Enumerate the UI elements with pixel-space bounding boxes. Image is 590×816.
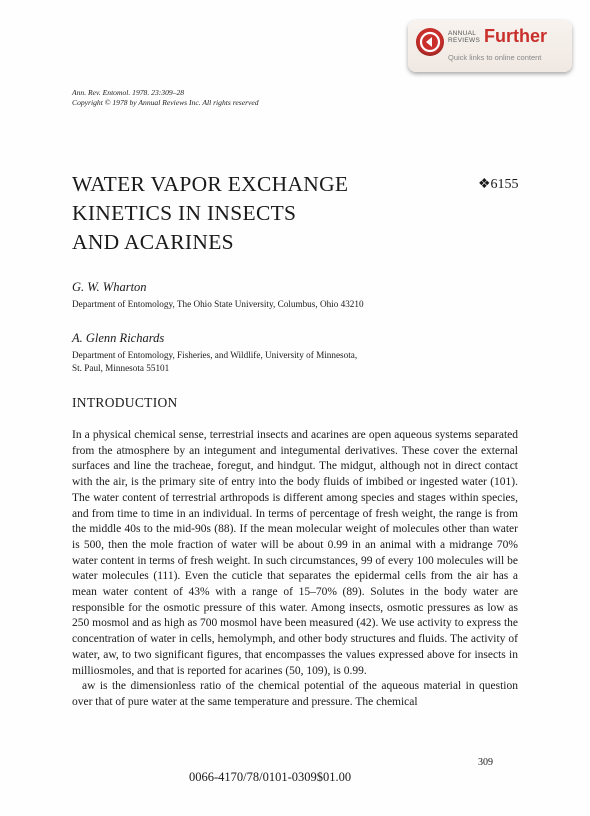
paragraph: In a physical chemical sense, terrestrial insects and acarines are open aqueous systems separated from the atmosphere by an integument and integumental derivatives. These cover the external surfaces and line the tracheae, foregut, and hindgut. The midgut, although not in direct contact with the air, is the primary site of entry into the body fluids of imbibed or ingested water (101). The water content of terrestrial arthropods is different among species and stages within species, and from time to time in an individual. In terms of percentage of fresh weight, the range is from the middle 40s to the mid-90s (88). If the mean molecular weight of molecules other than water is 500, then the mole fraction of water will be about 0.99 in an animal with a midrange 70% water content in terms of fresh weight. In such circumstances, 99 of every 100 molecules will be water molecules (111). Even the cuticle that separates the epidermal cells from the air has a mean water content of 43% with a range of 15–70% (89). Solutes in the body water are responsible for the osmotic pressure of this water. Among insects, osmotic pressures as low as 250 mosmol and as high as 700 mosmol have been measured (42). We use activity to express the concentration of water in cells, hemolymph, and other body structures and fluids. The activity of water, aw, to two significant figures, that encompasses the values expressed above for insects in milliosmoles, and that is reported for acarines (50, 109), is 0.99. [72, 429, 518, 677]
author-name: A. Glenn Richards [72, 331, 165, 345]
further-label: Further [484, 26, 547, 46]
author-affiliation: Department of Entomology, Fisheries, and Wildlife, University of Minnesota, St. Paul, Minnesota 55101 [72, 350, 358, 373]
paragraph: aw is the dimensionless ratio of the chemical potential of the aqueous material in question over that of pure water at the same temperature and pressure. The chemical [72, 680, 518, 708]
article-title: WATER VAPOR EXCHANGE KINETICS IN INSECTS AND ACARINES [72, 172, 349, 254]
copyright-line: Copyright © 1978 by Annual Reviews Inc. All rights reserved [72, 98, 259, 107]
citation-line: Ann. Rev. Entomol. 1978. 23:309–28 [72, 88, 185, 97]
section-heading: INTRODUCTION [72, 395, 178, 410]
play-icon [416, 28, 444, 56]
further-banner-link[interactable] [408, 20, 572, 72]
article-code: ❖6155 [478, 177, 519, 192]
quick-links-label: Quick links to online content [448, 53, 542, 62]
author-affiliation: Department of Entomology, The Ohio State University, Columbus, Ohio 43210 [72, 299, 364, 309]
footer-code: 0066-4170/78/0101-0309$01.00 [189, 770, 352, 784]
page-number: 309 [478, 757, 493, 768]
author-name: G. W. Wharton [72, 280, 147, 294]
body-text [72, 428, 518, 711]
annual-reviews-logo-text: ANNUAL REVIEWS [448, 30, 481, 44]
